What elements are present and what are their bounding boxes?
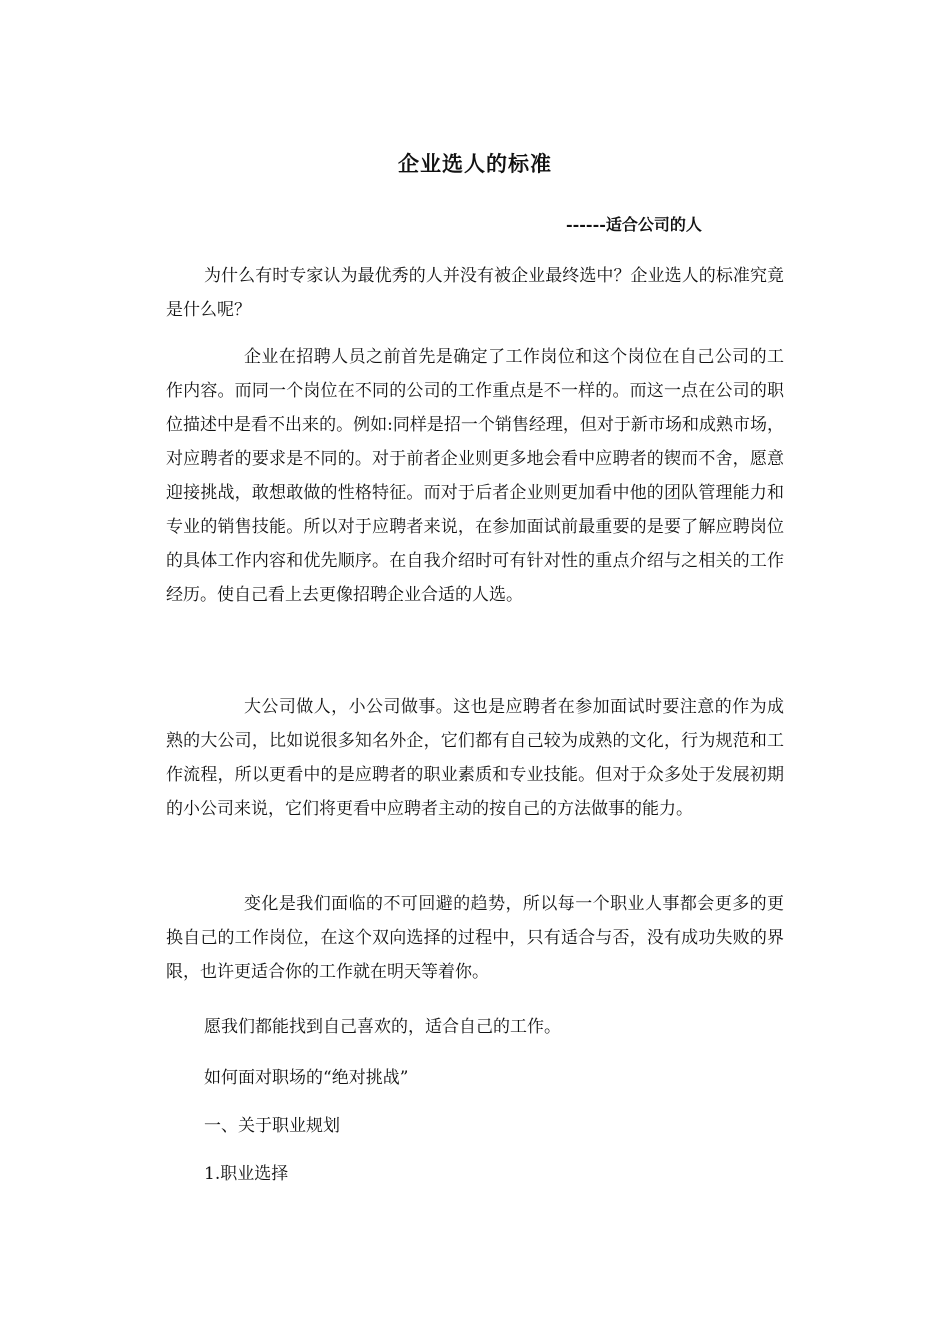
paragraph-change: 变化是我们面临的不可回避的趋势，所以每一个职业人事都会更多的更换自己的工作岗位，在这个双向选择的过程中，只有适合与否，没有成功失败的界限，也许更适合你的工作就在明天等着你。 — [166, 894, 784, 982]
paragraph-closing: 愿我们都能找到自己喜欢的，适合自己的工作。 — [204, 1017, 561, 1037]
document-title: 企业选人的标准 — [398, 151, 552, 176]
paragraph-company-size: 大公司做人，小公司做事。这也是应聘者在参加面试时要注意的作为成熟的大公司，比如说很多知名外企，它们都有自己较为成熟的文化，行为规范和工作流程，所以更看中的是应聘者的职业素质和专业技能。但对于众多处于发展初期的小公司来说，它们将更看中应聘者主动的按自己的方法做事的能力。 — [166, 697, 784, 819]
next-topic-heading: 如何面对职场的“绝对挑战” — [204, 1068, 409, 1088]
document-subtitle: ------适合公司的人 — [566, 215, 702, 234]
paragraph-intro: 为什么有时专家认为最优秀的人并没有被企业最终选中？企业选人的标准究竟是什么呢？ — [166, 266, 784, 320]
subsection-heading: 1.职业选择 — [204, 1164, 289, 1184]
paragraph-job-content: 企业在招聘人员之前首先是确定了工作岗位和这个岗位在自己公司的工作内容。而同一个岗位在不同的公司的工作重点是不一样的。而这一点在公司的职位描述中是看不出来的。例如:同样是招一个销售经理，但对于新市场和成熟市场，对应聘者的要求是不同的。对于前者企业则更多地会看中应聘者的锲而不舍，愿意迎接挑战，敢想敢做的性格特征。而对于后者企业则更加看中他的团队管理能力和专业的销售技能。所以对于应聘者来说，在参加面试前最重要的是要了解应聘岗位的具体工作内容和优先顺序。在自我介绍时可有针对性的重点介绍与之相关的工作经历。使自己看上去更像招聘企业合适的人选。 — [166, 347, 784, 605]
section-heading: 一、关于职业规划 — [204, 1116, 340, 1136]
